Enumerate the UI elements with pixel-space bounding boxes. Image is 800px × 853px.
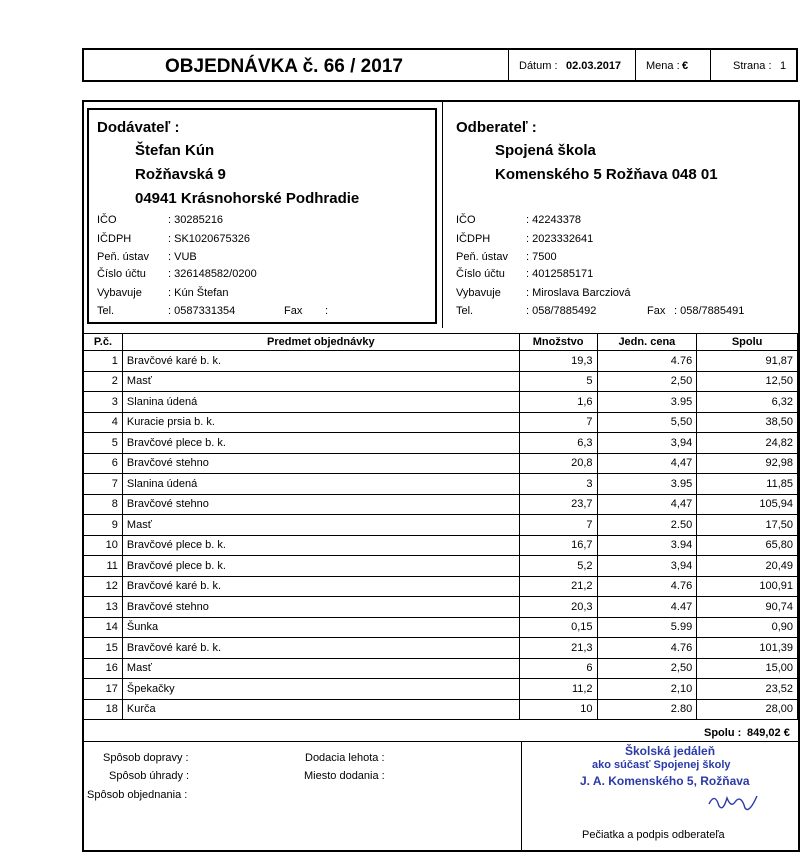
row-unit-price: 5,50 (597, 412, 697, 433)
total-row-line (83, 741, 799, 742)
row-quantity: 23,7 (519, 494, 597, 515)
row-unit-price: 4.76 (597, 576, 697, 597)
row-item: Slanina údená (122, 392, 519, 413)
table-row (84, 658, 798, 679)
total-value: 849,02 € (747, 727, 790, 739)
stamp-line-2: ako súčasť Spojenej školy (592, 759, 731, 771)
row-total: 100,91 (697, 576, 798, 597)
row-quantity: 11,2 (519, 679, 597, 700)
row-quantity: 21,2 (519, 576, 597, 597)
row-total: 91,87 (697, 351, 798, 372)
supplier-tel-label: Tel. (97, 305, 115, 317)
customer-tel-label: Tel. (456, 305, 474, 317)
table-body (84, 351, 798, 720)
table-row (84, 556, 798, 577)
row-quantity: 1,6 (519, 392, 597, 413)
total-label: Spolu : (704, 727, 742, 739)
customer-bank-label: Peň. ústav (456, 251, 508, 263)
table-row (84, 699, 798, 720)
row-item: Šunka (122, 617, 519, 638)
row-unit-price: 4.47 (597, 597, 697, 618)
row-total: 23,52 (697, 679, 798, 700)
row-item: Bravčové plece b. k. (122, 535, 519, 556)
row-unit-price: 3,94 (597, 433, 697, 454)
supplier-bank-value: : VUB (168, 251, 197, 263)
row-quantity: 20,8 (519, 453, 597, 474)
row-number: 13 (84, 597, 123, 618)
row-item: Bravčové plece b. k. (122, 556, 519, 577)
row-quantity: 21,3 (519, 638, 597, 659)
date-label: Dátum : (519, 60, 558, 72)
row-unit-price: 3.95 (597, 474, 697, 495)
row-number: 9 (84, 515, 123, 536)
customer-name: Spojená škola (495, 142, 596, 159)
row-unit-price: 3,94 (597, 556, 697, 577)
row-total: 24,82 (697, 433, 798, 454)
row-number: 14 (84, 617, 123, 638)
supplier-account-label: Číslo účtu (97, 268, 146, 280)
row-total: 105,94 (697, 494, 798, 515)
row-total: 65,80 (697, 535, 798, 556)
row-quantity: 7 (519, 412, 597, 433)
currency-value: € (682, 60, 689, 72)
row-quantity: 3 (519, 474, 597, 495)
table-row (84, 576, 798, 597)
signature-mark (705, 788, 765, 816)
transport-label: Spôsob dopravy : (103, 752, 189, 764)
table-row (84, 617, 798, 638)
stamp-line-3: J. A. Komenského 5, Rožňava (580, 774, 750, 788)
header-divider-2 (635, 49, 636, 81)
customer-fax-label: Fax (647, 305, 666, 317)
row-quantity: 19,3 (519, 351, 597, 372)
supplier-account-value: : 326148582/0200 (168, 268, 257, 280)
row-total: 92,98 (697, 453, 798, 474)
row-quantity: 6,3 (519, 433, 597, 454)
row-unit-price: 2,50 (597, 658, 697, 679)
table-row (84, 679, 798, 700)
row-unit-price: 4.76 (597, 638, 697, 659)
page-label: Strana : (733, 60, 772, 72)
signature-label: Pečiatka a podpis odberateľa (582, 829, 725, 841)
row-unit-price: 2,10 (597, 679, 697, 700)
table-row (84, 453, 798, 474)
supplier-city: 04941 Krásnohorské Podhradie (135, 190, 360, 207)
col-header-total: Spolu (697, 334, 798, 351)
row-total: 12,50 (697, 371, 798, 392)
col-header-number: P.č. (84, 334, 123, 351)
row-unit-price: 2,50 (597, 371, 697, 392)
customer-account-label: Číslo účtu (456, 268, 505, 280)
customer-tel-value: : 058/7885492 (526, 305, 597, 317)
customer-icdph-value: : 2023332641 (526, 233, 594, 245)
col-header-item: Predmet objednávky (122, 334, 519, 351)
table-row (84, 412, 798, 433)
table-row (84, 433, 798, 454)
order-items-table (83, 333, 798, 720)
row-total: 38,50 (697, 412, 798, 433)
col-header-quantity: Množstvo (519, 334, 597, 351)
row-unit-price: 5.99 (597, 617, 697, 638)
row-total: 11,85 (697, 474, 798, 495)
customer-ico-label: IČO (456, 214, 476, 226)
row-total: 15,00 (697, 658, 798, 679)
currency-label: Mena : (646, 60, 680, 72)
supplier-street: Rožňavská 9 (135, 166, 226, 183)
table-row (84, 474, 798, 495)
row-total: 0,90 (697, 617, 798, 638)
row-number: 15 (84, 638, 123, 659)
row-number: 11 (84, 556, 123, 577)
parties-divider (442, 102, 443, 328)
delivery-place-label: Miesto dodania : (304, 770, 385, 782)
customer-icdph-label: IČDPH (456, 233, 491, 245)
row-number: 4 (84, 412, 123, 433)
row-total: 28,00 (697, 699, 798, 720)
stamp-line-1: Školská jedáleň (625, 744, 716, 758)
table-row (84, 515, 798, 536)
header-divider-3 (710, 49, 711, 81)
row-number: 16 (84, 658, 123, 679)
table-row (84, 392, 798, 413)
row-item: Bravčové karé b. k. (122, 351, 519, 372)
row-number: 6 (84, 453, 123, 474)
customer-ico-value: : 42243378 (526, 214, 582, 226)
row-number: 5 (84, 433, 123, 454)
customer-contact-value: : Miroslava Barcziová (526, 287, 631, 299)
row-quantity: 16,7 (519, 535, 597, 556)
row-unit-price: 4,47 (597, 494, 697, 515)
supplier-tel-value: : 0587331354 (168, 305, 236, 317)
row-item: Masť (122, 515, 519, 536)
supplier-name: Štefan Kún (135, 142, 215, 159)
table-row (84, 597, 798, 618)
table-row (84, 371, 798, 392)
row-item: Masť (122, 658, 519, 679)
row-number: 1 (84, 351, 123, 372)
date-value: 02.03.2017 (566, 60, 622, 72)
header-divider-1 (508, 49, 509, 81)
row-item: Kurča (122, 699, 519, 720)
customer-contact-label: Vybavuje (456, 287, 501, 299)
table-header-row (84, 334, 798, 351)
row-number: 2 (84, 371, 123, 392)
row-item: Bravčové stehno (122, 494, 519, 515)
row-unit-price: 2.80 (597, 699, 697, 720)
row-total: 6,32 (697, 392, 798, 413)
row-item: Slanina údená (122, 474, 519, 495)
row-item: Masť (122, 371, 519, 392)
row-unit-price: 3.94 (597, 535, 697, 556)
table-row (84, 638, 798, 659)
supplier-heading: Dodávateľ : (97, 119, 180, 136)
row-unit-price: 4.76 (597, 351, 697, 372)
row-number: 3 (84, 392, 123, 413)
delivery-deadline-label: Dodacia lehota : (305, 752, 385, 764)
supplier-fax-value: : (325, 305, 329, 317)
table-row (84, 351, 798, 372)
row-quantity: 0,15 (519, 617, 597, 638)
supplier-bank-label: Peň. ústav (97, 251, 149, 263)
row-quantity: 6 (519, 658, 597, 679)
row-quantity: 20,3 (519, 597, 597, 618)
supplier-icdph-value: : SK1020675326 (168, 233, 250, 245)
col-header-unit-price: Jedn. cena (597, 334, 697, 351)
row-number: 12 (84, 576, 123, 597)
row-item: Bravčové stehno (122, 453, 519, 474)
table-row (84, 494, 798, 515)
customer-address: Komenského 5 Rožňava 048 01 (495, 166, 718, 183)
row-total: 90,74 (697, 597, 798, 618)
customer-heading: Odberateľ : (456, 119, 537, 136)
row-unit-price: 2.50 (597, 515, 697, 536)
row-unit-price: 4,47 (597, 453, 697, 474)
page-title: OBJEDNÁVKA č. 66 / 2017 (165, 56, 403, 77)
row-number: 18 (84, 699, 123, 720)
supplier-ico-value: : 30285216 (168, 214, 224, 226)
row-number: 7 (84, 474, 123, 495)
row-item: Bravčové plece b. k. (122, 433, 519, 454)
supplier-contact-value: : Kún Štefan (168, 287, 229, 299)
row-number: 17 (84, 679, 123, 700)
row-item: Špekačky (122, 679, 519, 700)
row-quantity: 5 (519, 371, 597, 392)
row-quantity: 5,2 (519, 556, 597, 577)
payment-label: Spôsob úhrady : (109, 770, 190, 782)
row-item: Bravčové karé b. k. (122, 576, 519, 597)
row-item: Kuracie prsia b. k. (122, 412, 519, 433)
row-quantity: 7 (519, 515, 597, 536)
customer-fax-value: : 058/7885491 (674, 305, 745, 317)
signature-area-divider (521, 742, 522, 852)
row-item: Bravčové karé b. k. (122, 638, 519, 659)
supplier-fax-label: Fax (284, 305, 303, 317)
row-number: 10 (84, 535, 123, 556)
table-row (84, 535, 798, 556)
row-total: 20,49 (697, 556, 798, 577)
page-value: 1 (780, 60, 787, 72)
order-method-label: Spôsob objednania : (87, 789, 188, 801)
supplier-icdph-label: IČDPH (97, 233, 132, 245)
customer-bank-value: : 7500 (526, 251, 557, 263)
row-total: 101,39 (697, 638, 798, 659)
customer-account-value: : 4012585171 (526, 268, 594, 280)
row-quantity: 10 (519, 699, 597, 720)
row-unit-price: 3.95 (597, 392, 697, 413)
row-item: Bravčové stehno (122, 597, 519, 618)
supplier-ico-label: IČO (97, 214, 117, 226)
row-number: 8 (84, 494, 123, 515)
row-total: 17,50 (697, 515, 798, 536)
supplier-contact-label: Vybavuje (97, 287, 142, 299)
